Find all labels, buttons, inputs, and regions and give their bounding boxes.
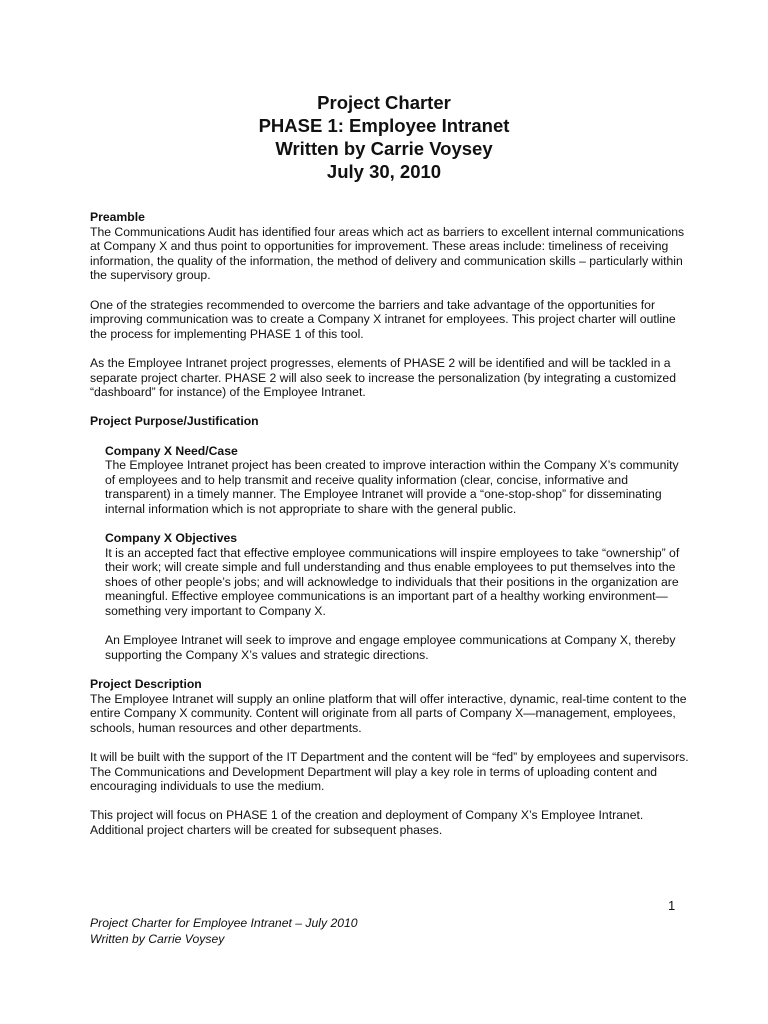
- title-line-3: Written by Carrie Voysey: [275, 138, 493, 159]
- page-footer: [90, 915, 358, 947]
- preamble-paragraph-3: As the Employee Intranet project progresses, elements of PHASE 2 will be identified and will be tackled in a separate project charter. PHASE 2 will also seek to increase the personalization (by integrating a customized “dashboard” for instance) of the Employee Intranet.: [90, 355, 676, 400]
- objectives-paragraph-1: It is an accepted fact that effective employee communications will inspire employees to take “ownership” of their work; will create simple and full understanding and thus enable employees to put themselves into the shoes of other people’s jobs; and will acknowledge to individuals that their positions in the organization are meaningful. Effective employee communications is an important part of a healthy working environment—something very important to Company X.: [105, 545, 680, 619]
- need-heading: Company X Need/Case: [105, 443, 238, 458]
- document-body: [90, 210, 690, 838]
- title-block: [0, 91, 768, 183]
- preamble-paragraph-2: One of the strategies recommended to overcome the barriers and take advantage of the opportunities for improving communication was to create a Company X intranet for employees. This project charter will outline the process for implementing PHASE 1 of this tool.: [90, 297, 676, 341]
- title-line-4: July 30, 2010: [326, 161, 442, 182]
- footer-line-2: Written by Carrie Voysey: [90, 932, 225, 946]
- footer-line-1: Project Charter for Employee Intranet – July 2010: [90, 916, 358, 930]
- objectives-heading: Company X Objectives: [105, 531, 238, 546]
- description-paragraph-1: The Employee Intranet will supply an online platform that will offer interactive, dynamic, real-time content to the entire Company X community. Content will originate from all parts of Company X—management, employees, schools, human resources and other departments.: [90, 691, 687, 735]
- description-paragraph-3: This project will focus on PHASE 1 of the creation and deployment of Company X’s Employee Intranet. Additional project charters will be created for subsequent phases.: [90, 808, 644, 837]
- objectives-paragraph-2: An Employee Intranet will seek to improve and engage employee communications at Company X, thereby supporting the Company X’s values and strategic directions.: [105, 633, 676, 662]
- preamble-heading: Preamble: [90, 210, 145, 224]
- description-heading: Project Description: [90, 677, 202, 691]
- need-paragraph: The Employee Intranet project has been created to improve interaction within the Company X’s community of employees and to help transmit and receive quality information (clear, concise, informative and transparent) in a timely manner. The Employee Intranet will provide a “one-stop-shop” for disseminating internal information which is not appropriate to share with the general public.: [105, 458, 679, 516]
- preamble-paragraph-1: The Communications Audit has identified four areas which act as barriers to excellent internal communications at Company X and thus point to opportunities for improvement. These areas include: timeliness of receiving information, the quality of the information, the method of delivery and communication skills – particularly within the supervisory group.: [90, 224, 685, 283]
- title-line-2: PHASE 1: Employee Intranet: [258, 115, 510, 136]
- description-paragraph-2: It will be built with the support of the IT Department and the content will be “fed” by employees and supervisors. The Communications and Development Department will play a key role in terms of uploading content and encouraging individuals to use the medium.: [90, 749, 689, 794]
- purpose-heading: Project Purpose/Justification: [90, 414, 259, 429]
- title-line-1: Project Charter: [317, 92, 451, 113]
- page-number: 1: [668, 898, 676, 913]
